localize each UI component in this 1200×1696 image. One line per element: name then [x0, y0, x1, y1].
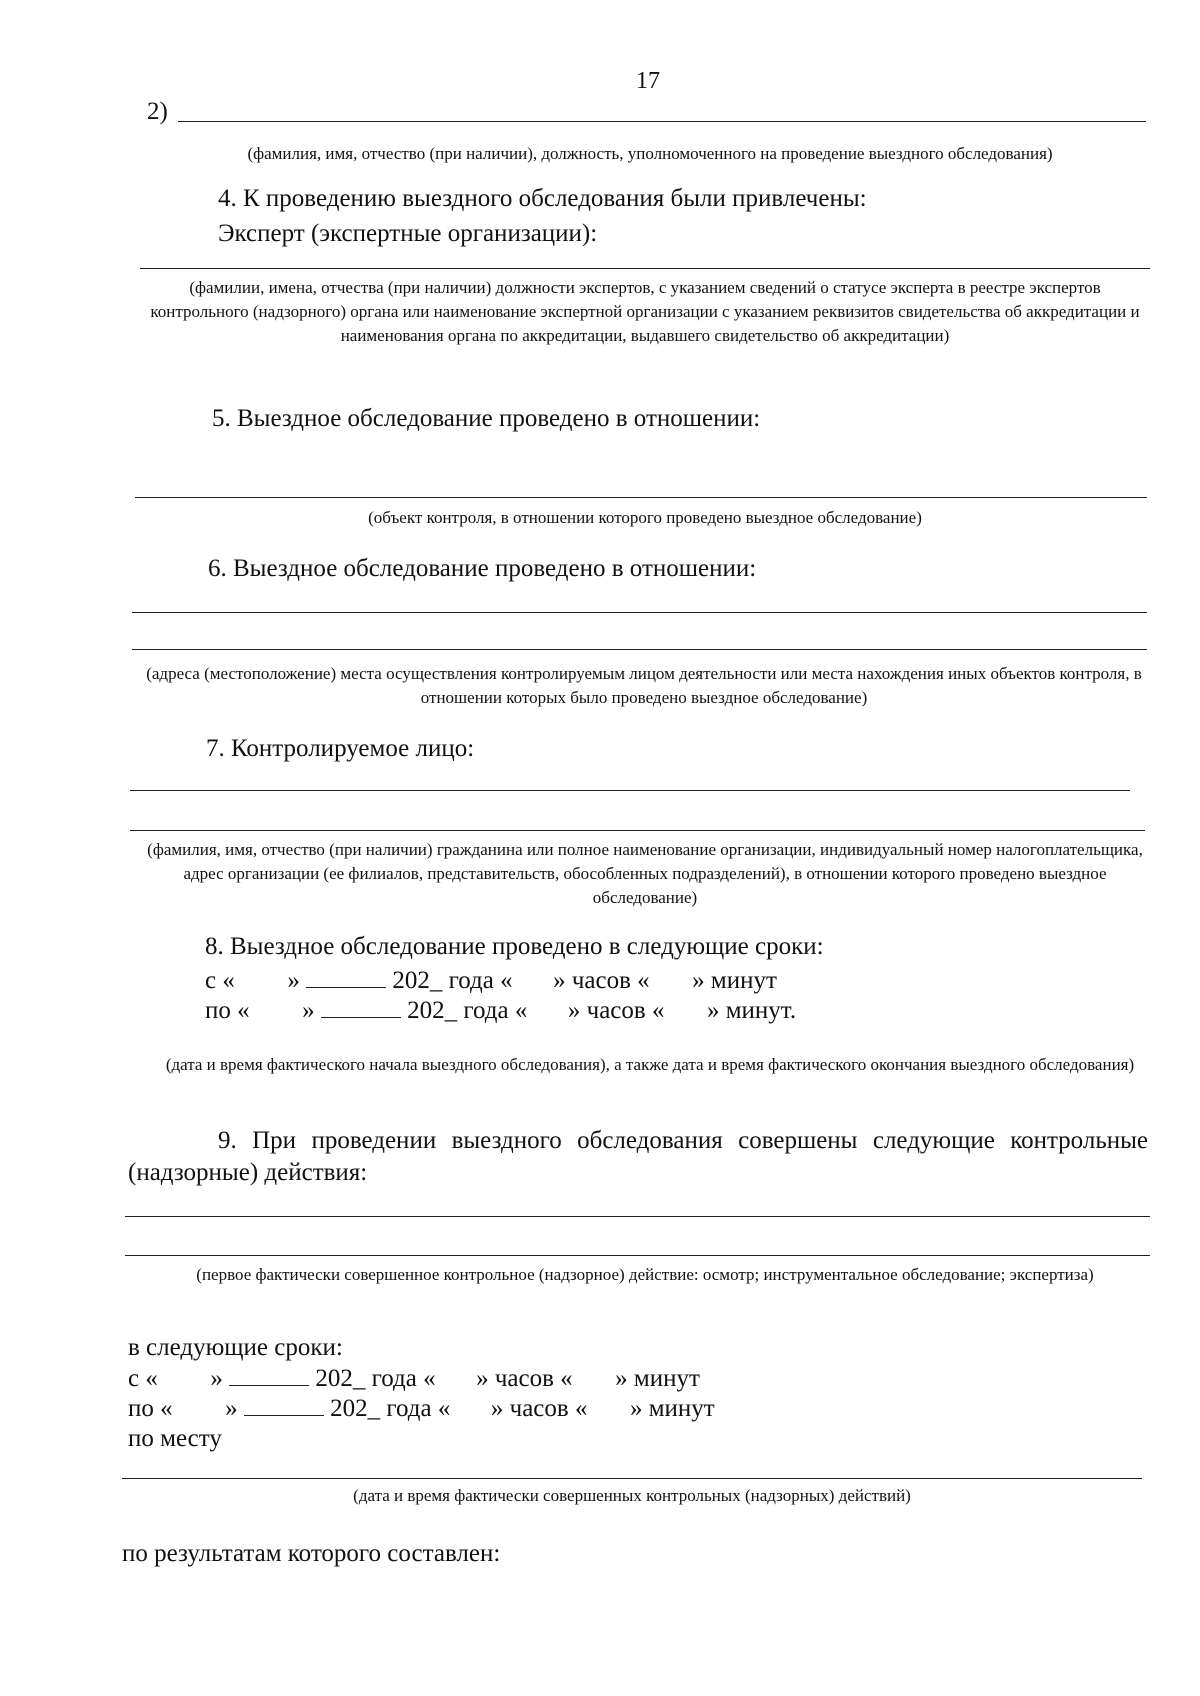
section-9-from-row: [128, 1365, 700, 1393]
section-8-caption: (дата и время фактического начала выездного обследования), а также дата и время фактического окончания выездного обследования): [165, 1055, 1135, 1074]
page-number: 17: [636, 68, 660, 94]
year-text: 202_ года «: [407, 997, 528, 1024]
section-5-blank-line: [135, 497, 1147, 498]
hours-text: » часов «: [490, 1395, 588, 1422]
to-prefix: по «: [205, 997, 250, 1024]
year-text: 202_ года «: [315, 1365, 436, 1392]
section-7-blank-line-2: [130, 830, 1145, 831]
month-blank: [244, 1395, 324, 1416]
section-5-caption: (объект контроля, в отношении которого проведено выездное обследование): [368, 508, 922, 527]
quote-close: »: [210, 1365, 223, 1392]
hours-text: » часов «: [567, 997, 665, 1024]
quote-close: »: [302, 997, 315, 1024]
section-4-caption: (фамилии, имена, отчества (при наличии) должности экспертов, с указанием сведений о статусе эксперта в реестре экспертов контрольного (надзорного) органа или наименование экспертной организации с указанием реквизитов свидетельства об аккредитации и наименования органа по аккредитации, выдавшего свидетельство об аккредитации): [150, 278, 1140, 345]
month-blank: [306, 967, 386, 988]
section-8-from-row: [205, 967, 777, 995]
to-prefix: по «: [128, 1395, 173, 1422]
section-5-heading: 5. Выездное обследование проведено в отношении:: [212, 405, 761, 432]
section-9-caption-2: (дата и время фактически совершенных контрольных (надзорных) действий): [353, 1486, 911, 1505]
section-9-blank-line-1: [125, 1216, 1150, 1217]
section-7-blank-line-1: [130, 790, 1130, 791]
minutes-text: » минут: [629, 1395, 715, 1422]
section-8-to-row: [205, 997, 796, 1025]
section-9-place-label: по месту: [128, 1425, 222, 1452]
section-9-heading: 9. При проведении выездного обследования совершены следующие контрольные (надзорные) действия:: [128, 1127, 1148, 1186]
section-7-heading: 7. Контролируемое лицо:: [206, 735, 475, 762]
minutes-text: » минут.: [706, 997, 797, 1024]
year-text: 202_ года «: [392, 967, 513, 994]
section-9-blank-line-2: [125, 1255, 1150, 1256]
section-9-to-row: [128, 1395, 715, 1423]
section-6-blank-line-1: [132, 612, 1147, 613]
section-9-terms-label: в следующие сроки:: [128, 1334, 343, 1361]
quote-close: »: [287, 967, 300, 994]
section-6-caption: (адреса (местоположение) места осуществления контролируемым лицом деятельности или места нахождения иных объектов контроля, в отношении которых было проведено выездное обследование): [146, 664, 1142, 707]
section-8-heading: 8. Выездное обследование проведено в следующие сроки:: [205, 933, 824, 960]
section-6-blank-line-2: [132, 649, 1147, 650]
section-4-heading: 4. К проведению выездного обследования были привлечены:: [218, 185, 867, 212]
minutes-text: » минут: [615, 1365, 700, 1392]
item-2-label: 2): [147, 98, 168, 125]
section-7-caption: (фамилия, имя, отчество (при наличии) гражданина или полное наименование организации, индивидуальный номер налогоплательщика, адрес организации (ее филиалов, представительств, обособленных подразделений), в отношении которого проведено выездное обследование): [147, 840, 1143, 907]
month-blank: [229, 1365, 309, 1386]
section-9-caption: (первое фактически совершенное контрольное (надзорное) действие: осмотр; инструментальное обследование; экспертиза): [196, 1265, 1094, 1284]
hours-text: » часов «: [476, 1365, 573, 1392]
month-blank: [321, 997, 401, 1018]
section-9-result-label: по результатам которого составлен:: [122, 1540, 501, 1567]
minutes-text: » минут: [692, 967, 777, 994]
section-4-blank-line: [140, 268, 1150, 269]
section-6-heading: 6. Выездное обследование проведено в отношении:: [208, 555, 757, 582]
from-prefix: с «: [128, 1365, 158, 1392]
from-prefix: с «: [205, 967, 235, 994]
item-2-blank-line: [178, 121, 1146, 122]
year-text: 202_ года «: [330, 1395, 451, 1422]
item-2-caption: (фамилия, имя, отчество (при наличии), должность, уполномоченного на проведение выездного обследования): [247, 144, 1053, 163]
quote-close: »: [225, 1395, 238, 1422]
section-4-subheading: Эксперт (экспертные организации):: [218, 220, 598, 247]
hours-text: » часов «: [553, 967, 650, 994]
section-9-place-blank-line: [122, 1478, 1142, 1479]
